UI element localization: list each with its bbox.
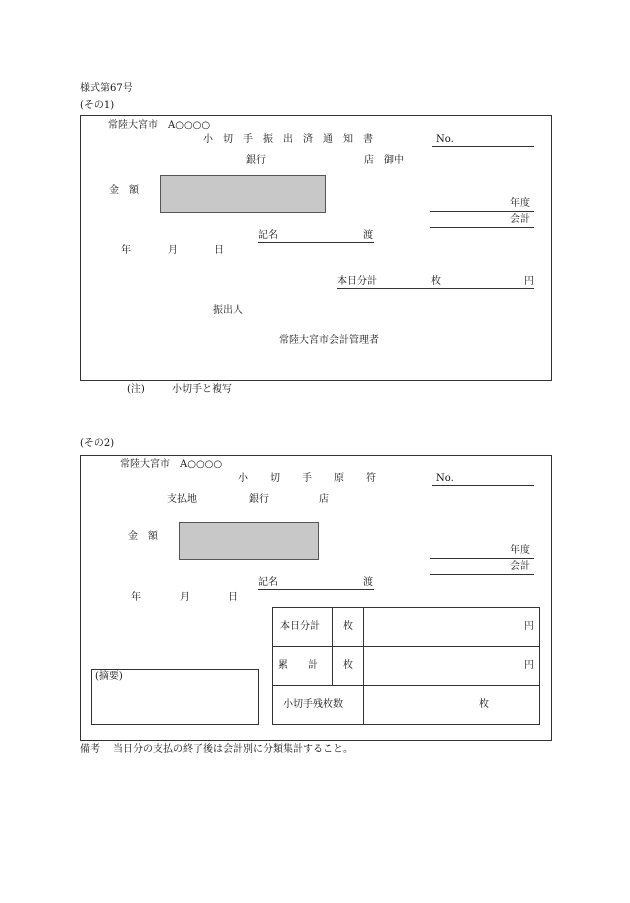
part2-date-day: 日 xyxy=(228,592,238,603)
part2-branch-label: 店 xyxy=(319,494,329,505)
remarks-text: 当日分の支払の終了後は会計別に分類集計すること。 xyxy=(113,744,353,755)
part1-watasu-label: 渡 xyxy=(363,230,373,241)
part1-label: (その1) xyxy=(80,100,115,111)
part1-payee-line xyxy=(258,242,374,243)
part1-addressee: 常陸大宮市 A○○○○ xyxy=(108,120,211,131)
part1-account-label: 会計 xyxy=(510,214,530,225)
table-col-divider-1 xyxy=(332,607,333,685)
part1-issuer-label: 振出人 xyxy=(213,305,243,316)
note1-text: 小切手と複写 xyxy=(172,384,232,395)
part1-account-line xyxy=(430,227,534,228)
part2-no-underline xyxy=(432,485,534,486)
part1-sheets-label: 枚 xyxy=(431,276,441,287)
remarks-label: 備考 xyxy=(80,744,100,755)
note1-label: (注) xyxy=(127,384,145,395)
part1-amount-label: 金 額 xyxy=(109,185,139,196)
part1-today-total-line xyxy=(337,288,534,289)
part2-account-label: 会計 xyxy=(510,561,530,572)
part1-amount-box[interactable] xyxy=(160,175,326,213)
part1-date-year: 年 xyxy=(121,245,131,256)
table-row-divider-2 xyxy=(272,685,540,686)
form-number: 様式第67号 xyxy=(80,83,133,94)
part1-bank-label: 銀行 xyxy=(246,155,266,166)
part2-account-line xyxy=(430,574,534,575)
part2-fiscal-year-line xyxy=(430,558,534,559)
part1-branch-label: 店 xyxy=(364,155,374,166)
part2-label: (その2) xyxy=(80,438,115,449)
table-row3-label: 小切手残枚数 xyxy=(283,699,343,710)
part1-yen-label: 円 xyxy=(524,276,534,287)
table-row1-sheets: 枚 xyxy=(343,621,353,632)
part1-fiscal-year-label: 年度 xyxy=(510,198,530,209)
part2-amount-box[interactable] xyxy=(179,522,319,560)
part1-no-underline xyxy=(432,146,534,147)
part2-bank-label: 銀行 xyxy=(249,494,269,505)
part2-payee-label: 記名 xyxy=(258,577,278,588)
table-row2-sheets: 枚 xyxy=(343,660,353,671)
part1-title: 小切手振出済通知書 xyxy=(203,134,383,145)
table-row2-yen: 円 xyxy=(524,660,534,671)
part1-issuer-name: 常陸大宮市会計管理者 xyxy=(279,335,379,346)
table-col-divider-2 xyxy=(363,607,364,725)
table-row2-label: 累 計 xyxy=(278,660,318,671)
part2-title: 小切手原符 xyxy=(238,473,398,484)
part2-payment-place-label: 支払地 xyxy=(167,494,197,505)
table-row-divider-1 xyxy=(272,646,540,647)
table-row3-sheets: 枚 xyxy=(479,699,489,710)
part2-no-label: No. xyxy=(436,473,454,484)
table-row1-label: 本日分計 xyxy=(280,621,320,632)
table-row1-yen: 円 xyxy=(524,621,534,632)
part1-date-month: 月 xyxy=(168,245,178,256)
part2-summary-label: (摘要) xyxy=(95,671,123,682)
part2-addressee: 常陸大宮市 A○○○○ xyxy=(120,459,223,470)
part2-date-month: 月 xyxy=(180,592,190,603)
part1-fiscal-year-line xyxy=(430,211,534,212)
part2-payee-line xyxy=(258,589,374,590)
part2-date-year: 年 xyxy=(131,592,141,603)
part1-payee-label: 記名 xyxy=(258,230,278,241)
part2-watasu-label: 渡 xyxy=(363,577,373,588)
part1-no-label: No. xyxy=(436,134,454,145)
part2-amount-label: 金 額 xyxy=(128,531,158,542)
part2-fiscal-year-label: 年度 xyxy=(510,545,530,556)
part1-onchu: 御中 xyxy=(384,155,404,166)
part1-today-total-label: 本日分計 xyxy=(337,276,377,287)
part1-date-day: 日 xyxy=(214,245,224,256)
